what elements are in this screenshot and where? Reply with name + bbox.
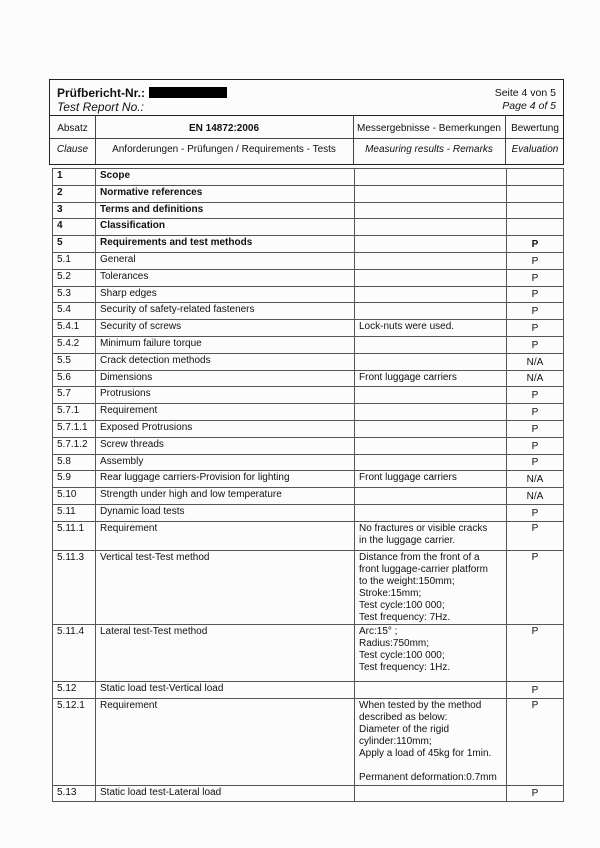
requirement-cell: Dimensions bbox=[96, 370, 355, 387]
evaluation-cell: P bbox=[507, 550, 564, 624]
table-row bbox=[53, 370, 564, 387]
evaluation-cell: P bbox=[507, 336, 564, 353]
evaluation-cell: P bbox=[507, 504, 564, 521]
table-row bbox=[53, 698, 564, 785]
evaluation-cell bbox=[507, 202, 564, 219]
clause-cell: 5.5 bbox=[53, 353, 96, 370]
table-row bbox=[53, 336, 564, 353]
clause-cell: 4 bbox=[53, 219, 96, 236]
clause-cell: 5.8 bbox=[53, 454, 96, 471]
result-cell: Lock-nuts were used. bbox=[355, 320, 507, 337]
clause-cell: 5.7.1.1 bbox=[53, 420, 96, 437]
evaluation-cell: P bbox=[507, 454, 564, 471]
evaluation-cell: N/A bbox=[507, 488, 564, 505]
result-cell bbox=[355, 219, 507, 236]
requirement-cell: Static load test-Lateral load bbox=[96, 785, 355, 802]
result-cell: When tested by the method described as below: Diameter of the rigid cylinder:110mm; Apply a load of 45kg for 1min. Permanent deformation:0.7mm bbox=[355, 698, 507, 785]
requirement-cell: Normative references bbox=[96, 185, 355, 202]
result-cell: Distance from the front of a front luggage-carrier platform to the weight:150mm; Stroke:15mm; Test cycle:100 000; Test frequency: 7Hz. bbox=[355, 550, 507, 624]
requirement-cell: Sharp edges bbox=[96, 286, 355, 303]
col-standard: EN 14872:2006 bbox=[188, 123, 260, 134]
evaluation-cell: N/A bbox=[507, 471, 564, 488]
result-cell bbox=[355, 185, 507, 202]
evaluation-cell bbox=[507, 219, 564, 236]
table-row bbox=[53, 471, 564, 488]
report-header bbox=[49, 79, 564, 165]
evaluation-cell: P bbox=[507, 785, 564, 802]
result-cell bbox=[355, 404, 507, 421]
table-row bbox=[53, 550, 564, 624]
requirement-cell: Protrusions bbox=[96, 387, 355, 404]
clause-cell: 5.13 bbox=[53, 785, 96, 802]
clause-cell: 1 bbox=[53, 169, 96, 186]
requirement-cell: Lateral test-Test method bbox=[96, 624, 355, 681]
clause-cell: 5.7 bbox=[53, 387, 96, 404]
evaluation-cell: N/A bbox=[507, 370, 564, 387]
evaluation-cell: P bbox=[507, 387, 564, 404]
table-row bbox=[53, 286, 564, 303]
col-absatz: Absatz bbox=[57, 123, 88, 134]
result-cell bbox=[355, 454, 507, 471]
requirement-cell: Crack detection methods bbox=[96, 353, 355, 370]
result-cell bbox=[355, 681, 507, 698]
requirement-cell: Strength under high and low temperature bbox=[96, 488, 355, 505]
table-row bbox=[53, 437, 564, 454]
clause-cell: 5.1 bbox=[53, 252, 96, 269]
requirement-cell: Minimum failure torque bbox=[96, 336, 355, 353]
result-cell: No fractures or visible cracks in the luggage carrier. bbox=[355, 521, 507, 550]
clause-cell: 5.12 bbox=[53, 681, 96, 698]
clause-cell: 5 bbox=[53, 236, 96, 253]
result-cell bbox=[355, 286, 507, 303]
table-row bbox=[53, 454, 564, 471]
result-cell bbox=[355, 387, 507, 404]
header-divider bbox=[50, 115, 563, 116]
requirement-cell: Rear luggage carriers-Provision for lighting bbox=[96, 471, 355, 488]
result-cell bbox=[355, 353, 507, 370]
result-cell bbox=[355, 202, 507, 219]
requirement-cell: Assembly bbox=[96, 454, 355, 471]
clause-cell: 5.10 bbox=[53, 488, 96, 505]
requirement-cell: Security of safety-related fasteners bbox=[96, 303, 355, 320]
test-results-body bbox=[53, 169, 564, 802]
table-row bbox=[53, 624, 564, 681]
col-clause: Clause bbox=[56, 144, 89, 155]
requirement-cell: Classification bbox=[96, 219, 355, 236]
result-cell bbox=[355, 303, 507, 320]
requirement-cell: Vertical test-Test method bbox=[96, 550, 355, 624]
evaluation-cell: P bbox=[507, 320, 564, 337]
requirement-cell: Static load test-Vertical load bbox=[96, 681, 355, 698]
clause-cell: 5.9 bbox=[53, 471, 96, 488]
result-cell bbox=[355, 236, 507, 253]
clause-cell: 5.4.1 bbox=[53, 320, 96, 337]
requirement-cell: Requirement bbox=[96, 521, 355, 550]
evaluation-cell: P bbox=[507, 624, 564, 681]
table-row bbox=[53, 681, 564, 698]
evaluation-cell: P bbox=[507, 521, 564, 550]
clause-cell: 5.11.3 bbox=[53, 550, 96, 624]
table-row bbox=[53, 202, 564, 219]
result-cell bbox=[355, 488, 507, 505]
col-bewertung: Bewertung bbox=[511, 123, 559, 134]
result-cell: Front luggage carriers bbox=[355, 471, 507, 488]
table-row bbox=[53, 353, 564, 370]
table-row bbox=[53, 185, 564, 202]
page-number-de: Seite 4 von 5 bbox=[494, 87, 556, 99]
result-cell bbox=[355, 504, 507, 521]
result-cell bbox=[355, 169, 507, 186]
evaluation-cell: P bbox=[507, 681, 564, 698]
result-cell: Arc:15° ; Radius:750mm; Test cycle:100 000; Test frequency: 1Hz. bbox=[355, 624, 507, 681]
evaluation-cell: N/A bbox=[507, 353, 564, 370]
evaluation-cell: P bbox=[507, 420, 564, 437]
evaluation-cell bbox=[507, 185, 564, 202]
table-row bbox=[53, 269, 564, 286]
requirement-cell: Exposed Protrusions bbox=[96, 420, 355, 437]
evaluation-cell: P bbox=[507, 236, 564, 253]
clause-cell: 5.11.4 bbox=[53, 624, 96, 681]
table-row bbox=[53, 169, 564, 186]
evaluation-cell: P bbox=[507, 269, 564, 286]
report-title-label: Prüfbericht-Nr.: bbox=[57, 86, 146, 100]
report-subtitle: Test Report No.: bbox=[57, 100, 144, 114]
col-evaluation: Evaluation bbox=[511, 144, 559, 155]
redacted-report-number bbox=[149, 87, 227, 98]
requirement-cell: Tolerances bbox=[96, 269, 355, 286]
table-row bbox=[53, 219, 564, 236]
result-cell bbox=[355, 252, 507, 269]
table-row bbox=[53, 404, 564, 421]
clause-cell: 2 bbox=[53, 185, 96, 202]
requirement-cell: General bbox=[96, 252, 355, 269]
test-results-table bbox=[52, 168, 564, 802]
clause-cell: 5.3 bbox=[53, 286, 96, 303]
requirement-cell: Requirement bbox=[96, 404, 355, 421]
result-cell bbox=[355, 336, 507, 353]
col-requirements-label: Anforderungen - Prüfungen / Requirements - Tests bbox=[112, 144, 336, 155]
evaluation-cell bbox=[507, 169, 564, 186]
clause-cell: 5.4 bbox=[53, 303, 96, 320]
table-row bbox=[53, 785, 564, 802]
col-requirements bbox=[95, 144, 353, 155]
clause-cell: 5.11.1 bbox=[53, 521, 96, 550]
page-number-en: Page 4 of 5 bbox=[502, 100, 556, 112]
requirement-cell: Scope bbox=[96, 169, 355, 186]
clause-cell: 5.2 bbox=[53, 269, 96, 286]
clause-cell: 5.12.1 bbox=[53, 698, 96, 785]
table-row bbox=[53, 504, 564, 521]
table-row bbox=[53, 303, 564, 320]
table-row bbox=[53, 521, 564, 550]
requirement-cell: Screw threads bbox=[96, 437, 355, 454]
table-row bbox=[53, 252, 564, 269]
requirement-cell: Requirements and test methods bbox=[96, 236, 355, 253]
evaluation-cell: P bbox=[507, 698, 564, 785]
result-cell bbox=[355, 437, 507, 454]
table-row bbox=[53, 320, 564, 337]
table-row bbox=[53, 236, 564, 253]
evaluation-cell: P bbox=[507, 286, 564, 303]
table-row bbox=[53, 420, 564, 437]
requirement-cell: Security of screws bbox=[96, 320, 355, 337]
requirement-cell: Requirement bbox=[96, 698, 355, 785]
result-cell bbox=[355, 785, 507, 802]
evaluation-cell: P bbox=[507, 303, 564, 320]
col-measuring: Measuring results - Remarks bbox=[365, 144, 493, 155]
evaluation-cell: P bbox=[507, 437, 564, 454]
report-title bbox=[57, 86, 227, 100]
clause-cell: 5.4.2 bbox=[53, 336, 96, 353]
requirement-cell: Dynamic load tests bbox=[96, 504, 355, 521]
result-cell bbox=[355, 269, 507, 286]
table-row bbox=[53, 488, 564, 505]
clause-cell: 5.7.1.2 bbox=[53, 437, 96, 454]
requirement-cell: Terms and definitions bbox=[96, 202, 355, 219]
table-row bbox=[53, 387, 564, 404]
clause-cell: 5.7.1 bbox=[53, 404, 96, 421]
result-cell: Front luggage carriers bbox=[355, 370, 507, 387]
clause-cell: 3 bbox=[53, 202, 96, 219]
evaluation-cell: P bbox=[507, 404, 564, 421]
clause-cell: 5.11 bbox=[53, 504, 96, 521]
evaluation-cell: P bbox=[507, 252, 564, 269]
header-divider-2 bbox=[50, 138, 563, 139]
result-cell bbox=[355, 420, 507, 437]
clause-cell: 5.6 bbox=[53, 370, 96, 387]
col-messergebnisse: Messergebnisse - Bemerkungen bbox=[357, 123, 501, 134]
